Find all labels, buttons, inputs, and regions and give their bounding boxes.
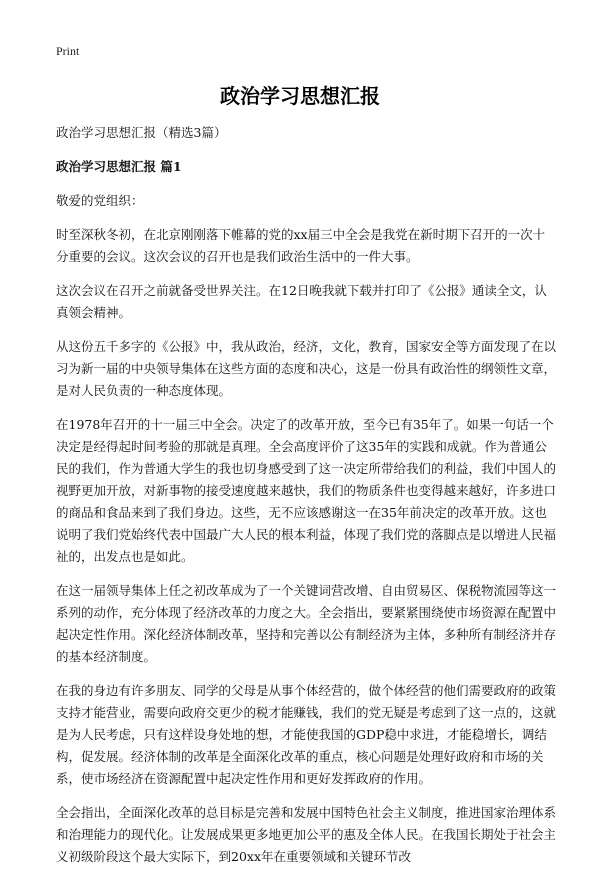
document-body <box>56 122 556 880</box>
section-heading: 政治学习思想汇报 篇1 <box>56 159 182 174</box>
paragraph-6: 在我的身边有许多朋友、同学的父母是从事个体经营的，做个体经营的他们需要政府的政策支持才能营业，需要向政府交更少的税才能赚钱，我们的党无疑是考虑到了这一点的，这就是为人民考虑，只有这样设身处地的想，才能使我国的GDP稳中求进，才能稳增长，调结构，促发展。经济体制的改革是全面深化改革的重点，核心问题是处理好政府和市场的关系，使市场经济在资源配置中起决定性作用和更好发挥政府的作用。 <box>56 683 557 786</box>
document-title: 政治学习思想汇报 <box>220 84 380 108</box>
print-label[interactable]: Print <box>56 44 80 58</box>
paragraph-4: 在1978年召开的十一届三中全会。决定了的改革开放，至今已有35年了。如果一句话一个决定是经得起时间考验的那就是真理。全会高度评价了这35年的实践和成就。作为普通公民的我们，作为普通大学生的我也切身感受到了这一决定所带给我们的利益，我们中国人的视野更加开放，对新事物的接受速度越来越快，我们的物质条件也变得越来越好，许多进口的商品和食品来到了我们身边。这些，无不应该感谢这一在35年前决定的改革开放。这也说明了我们党始终代表中国最广大人民的根本利益，体现了我们党的落脚点是以增进人民福祉的，出发点也是如此。 <box>56 417 557 564</box>
paragraph-1: 时至深秋冬初，在北京刚刚落下帷幕的党的xx届三中全会是我党在新时期下召开的一次十分重要的会议。这次会议的召开也是我们政治生活中的一件大事。 <box>56 227 546 264</box>
salutation: 敬爱的党组织： <box>56 193 144 208</box>
paragraph-2: 这次会议在召开之前就备受世界关注。在12日晚我就下载并打印了《公报》通读全文，认真领会精神。 <box>56 283 547 320</box>
paragraph-7: 全会指出，全面深化改革的总目标是完善和发展中国特色社会主义制度，推进国家治理体系和治理能力的现代化。让发展成果更多地更加公平的惠及全体人民。在我国长期处于社会主义初级阶段这个最大实际下，到20xx年在重要领域和关键环节改 <box>56 805 557 864</box>
paragraph-5: 在这一届领导集体上任之初改革成为了一个关键词营改增、自由贸易区、保税物流园等这一系列的动作，充分体现了经济改革的力度之大。全会指出，要紧紧围绕使市场资源在配置中起决定性作用。深化经济体制改革，坚持和完善以公有制经济为主体，多种所有制经济并存的基本经济制度。 <box>56 583 557 664</box>
document-subtitle: 政治学习思想汇报（精选3篇） <box>56 125 227 140</box>
paragraph-3: 从这份五千多字的《公报》中，我从政治，经济，文化，教育，国家安全等方面发现了在以习为新一届的中央领导集体在这些方面的态度和决心，这是一份具有政治性的纲领性文章，是对人民负责的一种态度体现。 <box>56 339 557 398</box>
